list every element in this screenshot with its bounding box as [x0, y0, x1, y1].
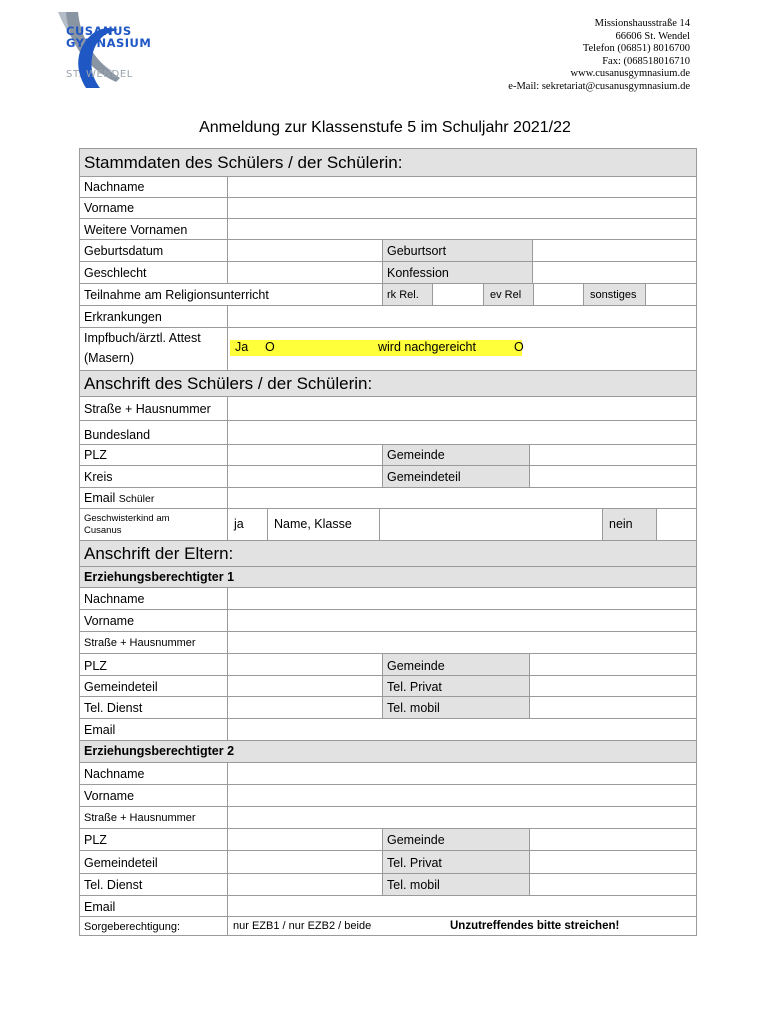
- email-schueler-input[interactable]: [227, 488, 696, 508]
- email-sublabel: Schüler: [118, 493, 155, 505]
- ezb2-strasse-input[interactable]: [227, 807, 696, 828]
- row-ezb2-vorname: [79, 784, 697, 806]
- registration-form: [79, 148, 697, 936]
- section-title: Stammdaten des Schülers / der Schülerin:: [84, 153, 403, 172]
- field-label: Nachname: [84, 767, 145, 781]
- address-line: Fax: (068518016710: [602, 55, 690, 67]
- field-label: Geschwisterkind am: [84, 513, 170, 524]
- rk-rel-label-cell: [382, 284, 432, 305]
- field-label: Vorname: [84, 789, 135, 803]
- bundesland-input[interactable]: [227, 421, 696, 444]
- row-ezb2-nachname: [79, 762, 697, 784]
- ezb2-gemeinde-input[interactable]: [529, 829, 696, 850]
- weitere-vornamen-input[interactable]: [227, 219, 696, 239]
- school-address: [508, 18, 690, 94]
- section-header-stammdaten: [79, 148, 697, 176]
- option-label: nein: [609, 517, 633, 531]
- sonstiges-checkbox[interactable]: [645, 284, 696, 305]
- field-label: Name, Klasse: [274, 517, 352, 531]
- field-label: Email: [84, 723, 116, 737]
- logo-text-gymnasium: GYMNASIUM: [66, 36, 152, 50]
- row-ezb2-tel-dienst: [79, 873, 697, 895]
- field-label: Nachname: [84, 592, 145, 606]
- row-ezb1-vorname: [79, 609, 697, 631]
- vorname-input[interactable]: [227, 198, 696, 218]
- field-label: Tel. Privat: [387, 856, 442, 870]
- row-ezb2-strasse: [79, 806, 697, 828]
- ezb1-nachname-input[interactable]: [227, 588, 696, 609]
- address-line: Telefon (06851) 8016700: [582, 43, 690, 55]
- field-label: Erkrankungen: [84, 310, 162, 324]
- ev-rel-label-cell: [483, 284, 533, 305]
- field-label: Vorname: [84, 614, 135, 628]
- field-label: Geburtsdatum: [84, 244, 164, 258]
- section-title: Anschrift der Eltern:: [84, 544, 234, 563]
- option-ja-label: Ja: [235, 340, 249, 354]
- name-klasse-label-cell: [267, 509, 379, 540]
- field-label: Geburtsort: [387, 244, 447, 258]
- gemeinde-label-cell: [382, 829, 529, 850]
- address-line: e-Mail: sekretariat@cusanusgymnasium.de: [508, 80, 690, 92]
- address-line: www.cusanusgymnasium.de: [570, 68, 690, 80]
- row-strasse: [79, 396, 697, 420]
- address-line: Missionshausstraße 14: [594, 18, 690, 29]
- logo-text-st-wendel: ST. WENDEL: [66, 69, 133, 80]
- row-ezb1-email: [79, 718, 697, 740]
- subsection-title: Erziehungsberechtigter 1: [84, 570, 235, 584]
- field-label: Gemeinde: [387, 659, 445, 673]
- tel-privat-label-cell: [382, 676, 529, 696]
- ezb2-plz-input[interactable]: [227, 829, 382, 850]
- tel-mobil-label-cell: [382, 697, 529, 718]
- address-line: 66606 St. Wendel: [615, 30, 690, 42]
- field-label: Kreis: [84, 470, 113, 484]
- subsection-title: Erziehungsberechtigter 2: [84, 744, 235, 758]
- row-vorname: [79, 197, 697, 218]
- field-label: PLZ: [84, 833, 107, 847]
- field-label: Vorname: [84, 201, 135, 215]
- sonstiges-label-cell: [583, 284, 645, 305]
- option-label: ja: [234, 517, 244, 531]
- field-label: Teilnahme am Religionsunterricht: [84, 288, 269, 302]
- row-kreis: [79, 465, 697, 487]
- subheader-ezb1: [79, 566, 697, 587]
- ezb1-tel-mobil-input[interactable]: [529, 697, 696, 718]
- ezb1-vorname-input[interactable]: [227, 610, 696, 631]
- row-ezb1-nachname: [79, 587, 697, 609]
- ezb1-gemeinde-input[interactable]: [529, 654, 696, 675]
- field-label: Tel. Dienst: [84, 701, 143, 715]
- ezb1-tel-dienst-input[interactable]: [227, 697, 382, 718]
- tel-mobil-label-cell: [382, 874, 529, 895]
- instruction-note: Unzutreffendes bitte streichen!: [450, 920, 620, 932]
- geschlecht-input[interactable]: [227, 262, 382, 283]
- konfession-input[interactable]: [532, 262, 696, 283]
- row-religion: [79, 283, 697, 305]
- field-label: ev Rel: [490, 289, 522, 301]
- field-label: (Masern): [84, 351, 135, 365]
- field-label: Straße + Hausnummer: [84, 812, 196, 824]
- geburtsdatum-input[interactable]: [227, 240, 382, 261]
- field-label: Konfession: [387, 266, 449, 280]
- field-label: Weitere Vornamen: [84, 223, 188, 237]
- row-bundesland: [79, 420, 697, 444]
- field-label: PLZ: [84, 448, 107, 462]
- field-label: Impfbuch/ärztl. Attest: [84, 331, 201, 345]
- field-label: Tel. Privat: [387, 680, 442, 694]
- row-sorgeberechtigung: [79, 916, 697, 936]
- field-label: [84, 491, 154, 505]
- row-geschlecht: [79, 261, 697, 283]
- ev-rel-checkbox[interactable]: [533, 284, 583, 305]
- row-ezb2-gemeindeteil: [79, 850, 697, 873]
- geschwister-ja-option[interactable]: [227, 509, 267, 540]
- row-impfbuch: [79, 327, 697, 370]
- field-label: Gemeindeteil: [84, 856, 158, 870]
- logo-text-cusanus: CUSANUS: [66, 24, 132, 38]
- sorgeberechtigung-field[interactable]: [227, 917, 696, 935]
- row-weitere-vornamen: [79, 218, 697, 239]
- row-plz: [79, 444, 697, 465]
- gemeindeteil-input[interactable]: [529, 466, 696, 487]
- plz-input[interactable]: [227, 445, 382, 465]
- tel-privat-label-cell: [382, 851, 529, 873]
- field-label: Geschlecht: [84, 266, 147, 280]
- sorgeberechtigung-options: nur EZB1 / nur EZB2 / beide: [233, 920, 372, 932]
- ezb2-tel-mobil-input[interactable]: [529, 874, 696, 895]
- kreis-input[interactable]: [227, 466, 382, 487]
- section-header-anschrift-schueler: [79, 370, 697, 396]
- row-nachname: [79, 176, 697, 197]
- ezb1-strasse-input[interactable]: [227, 632, 696, 653]
- ezb2-nachname-input[interactable]: [227, 763, 696, 784]
- field-label: Tel. mobil: [387, 878, 440, 892]
- field-label: Gemeinde: [387, 448, 445, 462]
- gemeinde-label-cell: [382, 445, 529, 465]
- option-nachgereicht-label: wird nachgereicht: [378, 340, 476, 354]
- page-title: Anmeldung zur Klassenstufe 5 im Schuljahr 2021/22: [199, 119, 571, 136]
- ezb2-vorname-input[interactable]: [227, 785, 696, 806]
- field-label: Gemeindeteil: [84, 680, 158, 694]
- field-label: rk Rel.: [387, 289, 419, 301]
- field-label: Gemeindeteil: [387, 470, 461, 484]
- geburtsort-label-cell: [382, 240, 532, 261]
- row-geburtsdatum: [79, 239, 697, 261]
- rk-rel-checkbox[interactable]: [432, 284, 483, 305]
- geburtsort-input[interactable]: [532, 240, 696, 261]
- ezb2-gemeindeteil-input[interactable]: [227, 851, 382, 873]
- nachname-input[interactable]: [227, 177, 696, 197]
- row-ezb1-strasse: [79, 631, 697, 653]
- option-nachgereicht-radio[interactable]: O: [514, 340, 524, 354]
- field-label: Email: [84, 900, 116, 914]
- field-label: Bundesland: [84, 428, 151, 442]
- geschwister-nein-option[interactable]: [602, 509, 656, 540]
- field-label: sonstiges: [590, 289, 637, 301]
- row-ezb1-gemeindeteil: [79, 675, 697, 696]
- impfbuch-field: [227, 328, 696, 370]
- field-label: Nachname: [84, 180, 145, 194]
- row-ezb1-plz: [79, 653, 697, 675]
- geschwister-nein-checkbox[interactable]: [656, 509, 696, 540]
- field-label: PLZ: [84, 659, 107, 673]
- field-label: Tel. mobil: [387, 701, 440, 715]
- row-erkrankungen: [79, 305, 697, 327]
- section-header-anschrift-eltern: [79, 540, 697, 566]
- ezb2-tel-privat-input[interactable]: [529, 851, 696, 873]
- row-ezb2-email: [79, 895, 697, 916]
- row-geschwisterkind: [79, 508, 697, 540]
- field-label: Straße + Hausnummer: [84, 637, 196, 649]
- option-ja-radio[interactable]: O: [265, 340, 275, 354]
- gemeinde-input[interactable]: [529, 445, 696, 465]
- ezb1-plz-input[interactable]: [227, 654, 382, 675]
- field-label: Tel. Dienst: [84, 878, 143, 892]
- ezb2-tel-dienst-input[interactable]: [227, 874, 382, 895]
- row-ezb1-tel-dienst: [79, 696, 697, 718]
- konfession-label-cell: [382, 262, 532, 283]
- erkrankungen-input[interactable]: [227, 306, 696, 327]
- ezb1-email-input[interactable]: [227, 719, 696, 740]
- email-label: Email: [84, 491, 116, 505]
- gemeindeteil-label-cell: [382, 466, 529, 487]
- field-label: Cusanus: [84, 525, 122, 536]
- gemeinde-label-cell: [382, 654, 529, 675]
- subheader-ezb2: [79, 740, 697, 762]
- row-ezb2-plz: [79, 828, 697, 850]
- name-klasse-input[interactable]: [379, 509, 602, 540]
- ezb1-tel-privat-input[interactable]: [529, 676, 696, 696]
- field-label: Sorgeberechtigung:: [84, 921, 181, 933]
- strasse-input[interactable]: [227, 397, 696, 420]
- field-label: Straße + Hausnummer: [84, 402, 211, 416]
- section-title: Anschrift des Schülers / der Schülerin:: [84, 374, 373, 393]
- row-email-schueler: [79, 487, 697, 508]
- ezb2-email-input[interactable]: [227, 896, 696, 916]
- ezb1-gemeindeteil-input[interactable]: [227, 676, 382, 696]
- field-label: Gemeinde: [387, 833, 445, 847]
